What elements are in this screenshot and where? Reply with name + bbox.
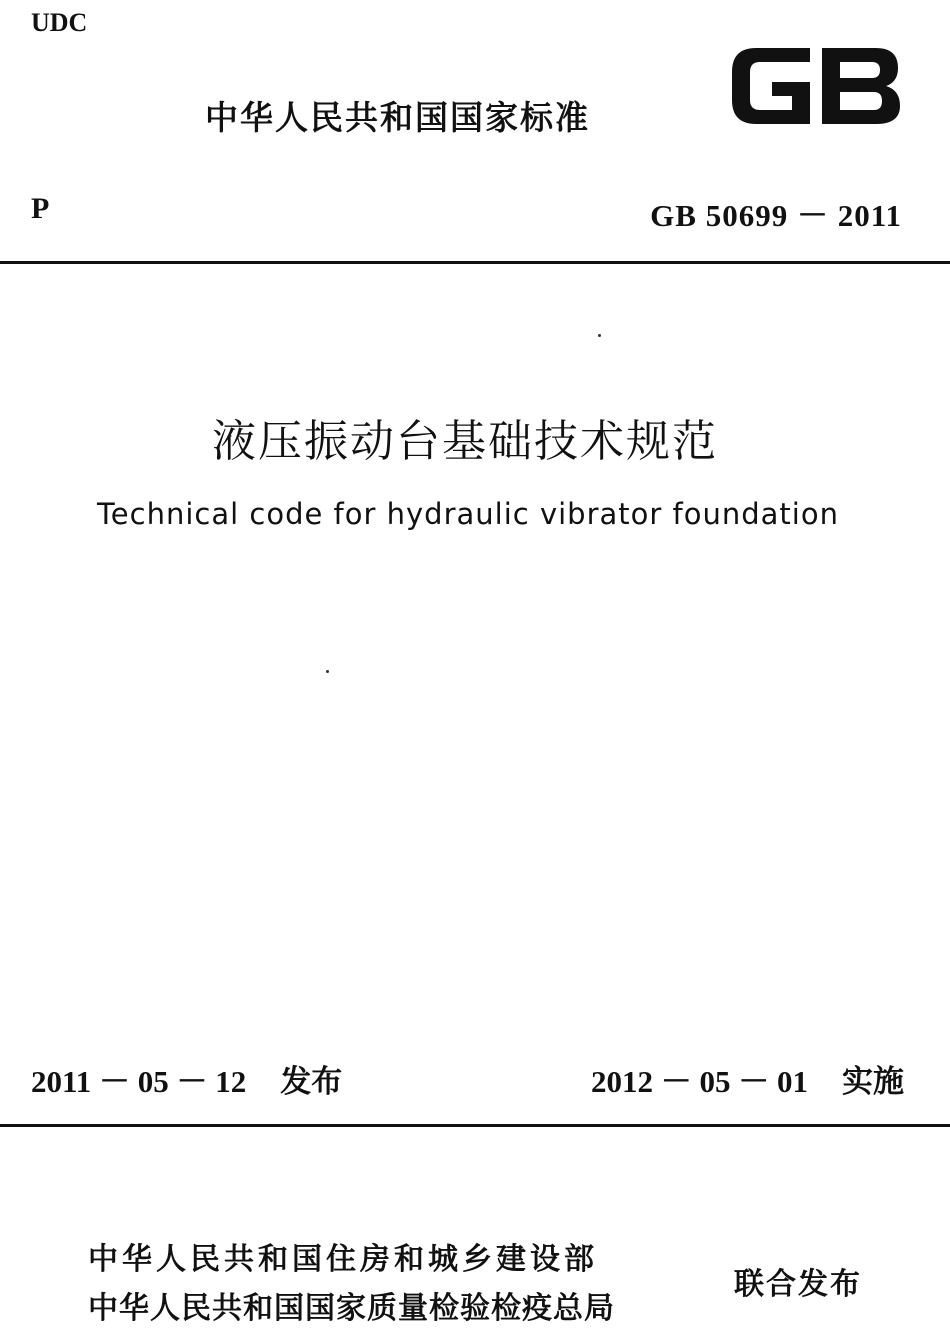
issuer-quality-inspection: 中华人民共和国国家质量检验检疫总局 bbox=[88, 1291, 615, 1326]
issuer-ministry-housing: 中华人民共和国住房和城乡建设部 bbox=[88, 1242, 598, 1277]
top-divider bbox=[0, 261, 950, 264]
scan-speck bbox=[326, 670, 329, 673]
scan-speck bbox=[598, 334, 601, 337]
national-standard-heading: 中华人民共和国国家标准 bbox=[205, 98, 590, 137]
udc-label: UDC bbox=[31, 8, 88, 37]
document-title-chinese: 液压振动台基础技术规范 bbox=[212, 416, 718, 467]
implementation-date-line bbox=[591, 1056, 904, 1101]
joint-issue-label: 联合发布 bbox=[734, 1267, 862, 1302]
issue-date-line bbox=[31, 1056, 342, 1101]
implementation-date: 2012 － 05 － 01 bbox=[591, 1064, 808, 1099]
implementation-label: 实施 bbox=[842, 1064, 904, 1100]
classification-code: P bbox=[31, 192, 50, 225]
issue-label: 发布 bbox=[280, 1064, 343, 1100]
issue-date: 2011 － 05 － 12 bbox=[31, 1064, 247, 1099]
bottom-divider bbox=[0, 1124, 950, 1127]
document-title-english: Technical code for hydraulic vibrator foundation bbox=[97, 497, 839, 531]
standard-number: GB 50699 － 2011 bbox=[650, 198, 902, 233]
gb-logo bbox=[726, 38, 904, 133]
